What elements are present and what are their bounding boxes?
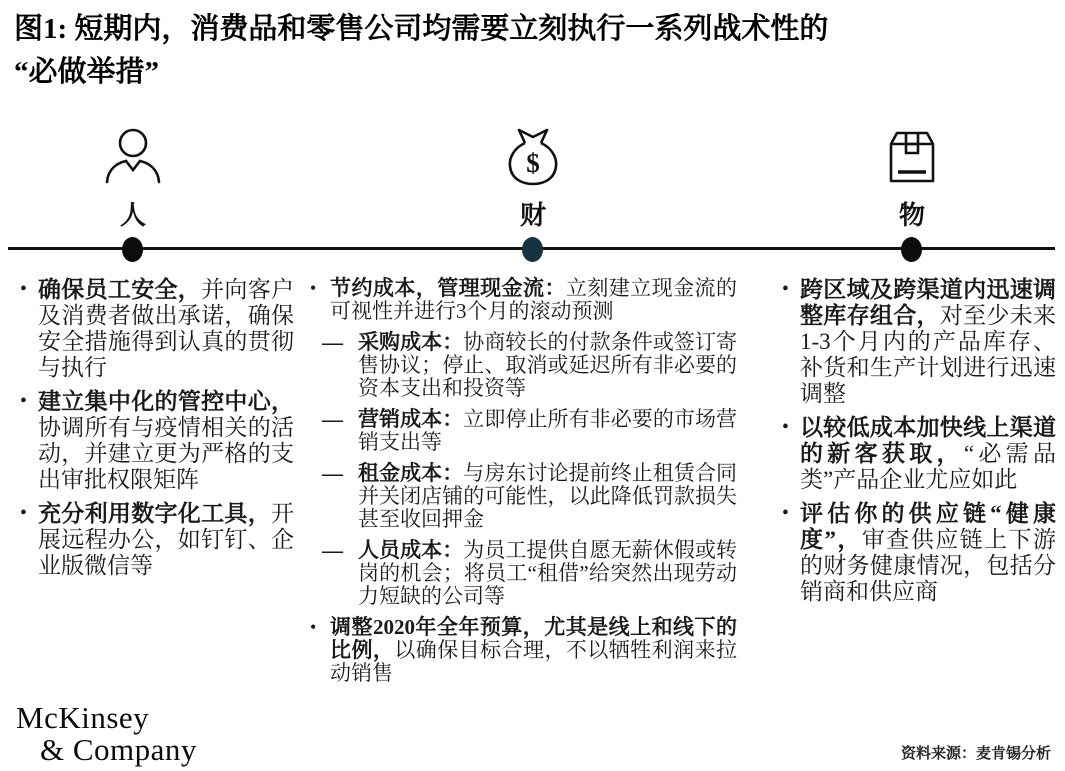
bullet-item [782,415,1056,493]
bullet-item [20,277,294,381]
pillar-finance [463,126,603,230]
sub-item [322,539,737,608]
sub-item-text: 人员成本：为员工提供自愿无薪休假或转岗的机会；将员工“租借”给突然出现劳动力短缺的公司等 [358,538,738,608]
sub-item-text: 租金成本：与房东讨论提前终止租赁合同并关闭店铺的可能性，以此降低罚款损失甚至收回押金 [358,461,738,531]
bullet-item [310,277,737,323]
pillar-label-finance: 财 [519,201,546,230]
dash-marker: — [322,407,343,431]
bullet-marker: • [310,617,317,637]
bullet-marker: • [20,279,27,300]
figure-title-line2: “必做举措” [14,56,160,88]
figure-title-line1: 图1: 短期内，消费品和零售公司均需要立刻执行一系列战术性的 [14,13,829,45]
bullet-text: 跨区域及跨渠道内迅速调整库存组合，对至少未来1-3个月内的产品库存、补货和生产计划进行迅速调整 [800,277,1057,406]
sub-item-text: 营销成本：立即停止所有非必要的市场营销支出等 [358,407,738,454]
bullet-text: 建立集中化的管控中心，协调所有与疫情相关的活动，并建立更为严格的支出审批权限矩阵 [38,389,294,492]
bullet-marker: • [782,503,789,524]
sub-item-text: 采购成本：协商较长的付款条件或签订寄售协议；停止、取消或延迟所有非必要的资本支出和投资等 [358,330,738,400]
sub-item [322,462,737,531]
logo-line1: McKinsey [16,700,150,735]
column-people [20,277,294,587]
pillar-label-goods: 物 [898,201,925,230]
dash-marker: — [322,461,343,485]
mckinsey-logo [16,702,197,766]
figure-title [14,8,1034,94]
dash-marker: — [322,330,343,354]
money-bag-icon [463,126,603,188]
box-icon [842,126,982,188]
dash-marker: — [322,538,343,562]
bullet-item [782,277,1056,407]
bullet-text: 确保员工安全，并向客户及消费者做出承诺，确保安全措施得到认真的贯彻与执行 [38,277,295,380]
pillar-label-people: 人 [119,201,146,230]
sub-item [322,408,737,454]
bullet-text: 评估你的供应链“健康度”，审查供应链上下游的财务健康情况，包括分销商和供应商 [800,501,1057,604]
bullet-item [20,389,294,493]
bullet-item [20,501,294,579]
bullet-text: 以较低成本加快线上渠道的新客获取，“必需品类”产品企业尤应如此 [800,415,1056,492]
person-icon [63,126,203,188]
bullet-marker: • [782,417,789,438]
bullet-item [782,501,1056,605]
logo-line2: & Company [40,732,197,767]
timeline-dot-finance [522,237,543,262]
timeline-dot-goods [901,237,922,262]
bullet-marker: • [310,278,317,298]
bullet-item [310,616,737,685]
bullet-text: 节约成本，管理现金流：立刻建立现金流的可视性并进行3个月的滚动预测 [330,276,738,323]
svg-text:$: $ [526,148,540,178]
bullet-text: 调整2020年全年预算，尤其是线上和线下的比例，以确保目标合理，不以牺牲利润来拉动销售 [330,615,738,685]
bullet-text: 充分利用数字化工具，开展远程办公，如钉钉、企业版微信等 [38,501,294,578]
pillar-goods [842,126,982,230]
sub-item [322,331,737,400]
bullet-marker: • [20,503,27,524]
timeline-dot-people [122,237,143,262]
pillar-people [63,126,203,230]
source-note: 资料来源：麦肯锡分析 [900,746,1051,762]
column-finance [310,277,737,693]
bullet-marker: • [20,391,27,412]
bullet-marker: • [782,279,789,300]
column-goods [782,277,1056,613]
